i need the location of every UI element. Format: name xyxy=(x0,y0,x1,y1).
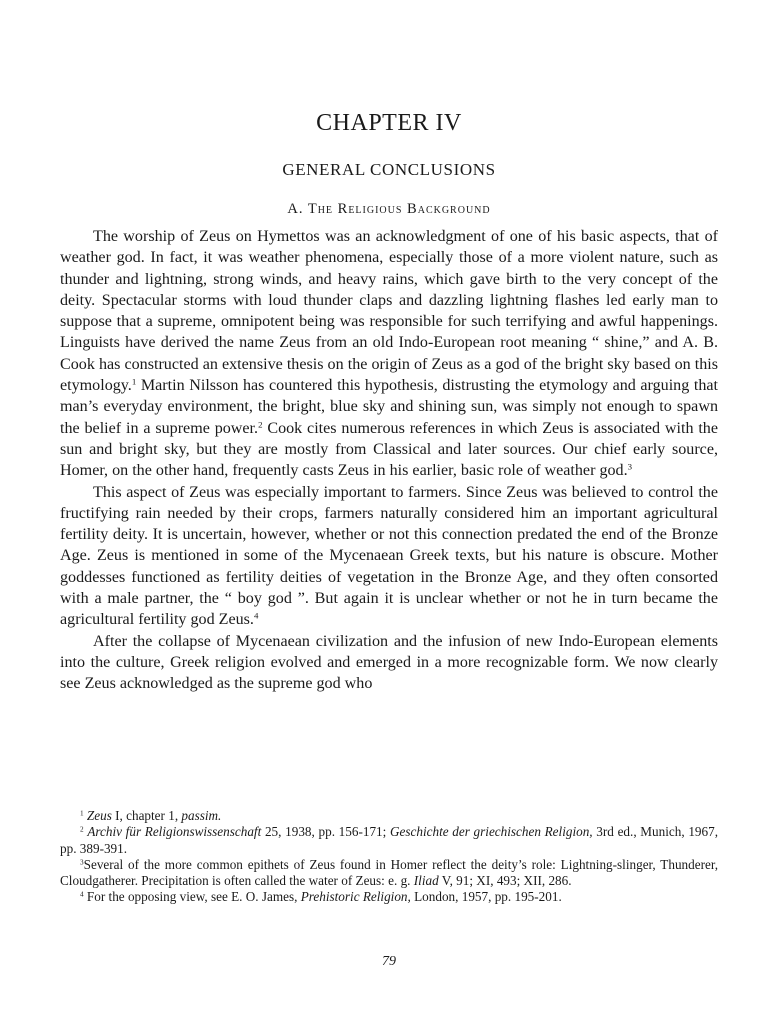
footnote-4-text-b: London, 1957, pp. 195-201. xyxy=(410,889,562,905)
paragraph-1-text-a: The worship of Zeus on Hymettos was an acknowledgment of one of his basic aspects, that of weather god. In fact, it was weather phenomena, especially those of a more violent nature, such as thunder and lightning, strong winds, and heavy rains, which gave birth to the very concept of the deity. Spectacular storms with loud thunder claps and dazzling lightning flashes led early man to suppose that a supreme, omnipotent being was responsible for such terrifying and awful happenings. Linguists have derived the name Zeus from an old Indo-European root meaning “ shine,” and A. B. Cook has constructed an extensive thesis on the origin of Zeus as a god of the bright sky based on this etymology. xyxy=(60,228,718,395)
footnote-ref-2: 2 xyxy=(258,419,263,430)
paragraph-1-text-c: Cook cites numerous references in which Zeus is associated with the sun and bright sky, but they are mostly from Classical and later sources. Our chief early source, Homer, on the other hand, frequently casts Zeus in his earlier, basic role of weather god. xyxy=(60,419,718,480)
body-text xyxy=(60,226,718,695)
footnote-2-title-b: Geschichte der griechischen Religion, xyxy=(390,824,593,840)
footnote-4-number: 4 xyxy=(80,891,84,900)
subsection-title: A. The Religious Background xyxy=(287,201,491,217)
footnote-2 xyxy=(60,824,718,857)
paragraph-2-text: This aspect of Zeus was especially important to farmers. Since Zeus was believed to control the fructifying rain needed by their crops, farmers naturally considered him an important agricultural fertility deity. It is uncertain, however, whether or not this connection predated the end of the Bronze Age. Zeus is mentioned in some of the Mycenaean Greek texts, but his nature is obscure. Mother goddesses functioned as fertility deities of vegetation in the Bronze Age, and they often consorted with a male partner, the “ boy god ”. But again it is unclear whether or not he in turn became the agricultural fertility god Zeus. xyxy=(60,483,718,629)
footnote-3-title: Iliad xyxy=(413,873,439,889)
footnote-3-number: 3 xyxy=(80,858,84,867)
footnote-1-passim: passim. xyxy=(181,808,222,823)
footnote-ref-3: 3 xyxy=(627,461,633,472)
footnote-2-number: 2 xyxy=(80,825,84,834)
footnote-4-text-a: For the opposing view, see E. O. James, xyxy=(86,889,301,905)
footnote-1-number: 1 xyxy=(80,809,84,818)
section-title: GENERAL CONCLUSIONS xyxy=(282,160,496,179)
footnote-4 xyxy=(60,889,718,905)
footnote-3 xyxy=(60,857,718,890)
footnote-ref-4: 4 xyxy=(253,611,259,622)
footnote-3-text-a: Several of the more common epithets of Zeus found in Homer reflect the deity’s role: Lightning-slinger, Thunderer, Cloudgatherer. Precipitation is often called the water of Zeus: e. g. xyxy=(60,856,718,889)
footnote-2-text-a: 25, 1938, pp. 156-171; xyxy=(261,824,390,840)
paragraph-1-text-b: Martin Nilsson has countered this hypothesis, distrusting the etymology and arguing that man’s everyday environment, the bright, blue sky and shining sun, was simply not enough to spawn the belief in a supreme power. xyxy=(60,377,718,437)
footnote-3-text-b: V, 91; XI, 493; XII, 286. xyxy=(438,873,572,889)
paragraph-3-text: After the collapse of Mycenaean civilization and the infusion of new Indo-European elements into the culture, Greek religion evolved and emerged in a more recognizable form. We now clearly see Zeus acknowledged as the supreme god who xyxy=(60,632,718,693)
footnotes xyxy=(60,808,718,906)
chapter-title: CHAPTER IV xyxy=(316,110,462,136)
paragraph-3 xyxy=(60,631,718,695)
footnote-1 xyxy=(60,808,718,824)
footnote-2-title-a: Archiv für Religionswissenschaft xyxy=(87,824,262,840)
footnote-2-text-b: 3rd ed., Munich, 1967, pp. 389-391. xyxy=(60,824,718,856)
footnote-1-title: Zeus xyxy=(86,808,112,823)
paragraph-1 xyxy=(60,226,718,482)
paragraph-2 xyxy=(60,482,718,631)
footnote-ref-1: 1 xyxy=(131,376,137,387)
footnote-1-text: I, chapter 1, xyxy=(111,808,182,823)
page-number: 79 xyxy=(382,954,396,969)
footnote-4-title: Prehistoric Religion, xyxy=(300,889,411,905)
